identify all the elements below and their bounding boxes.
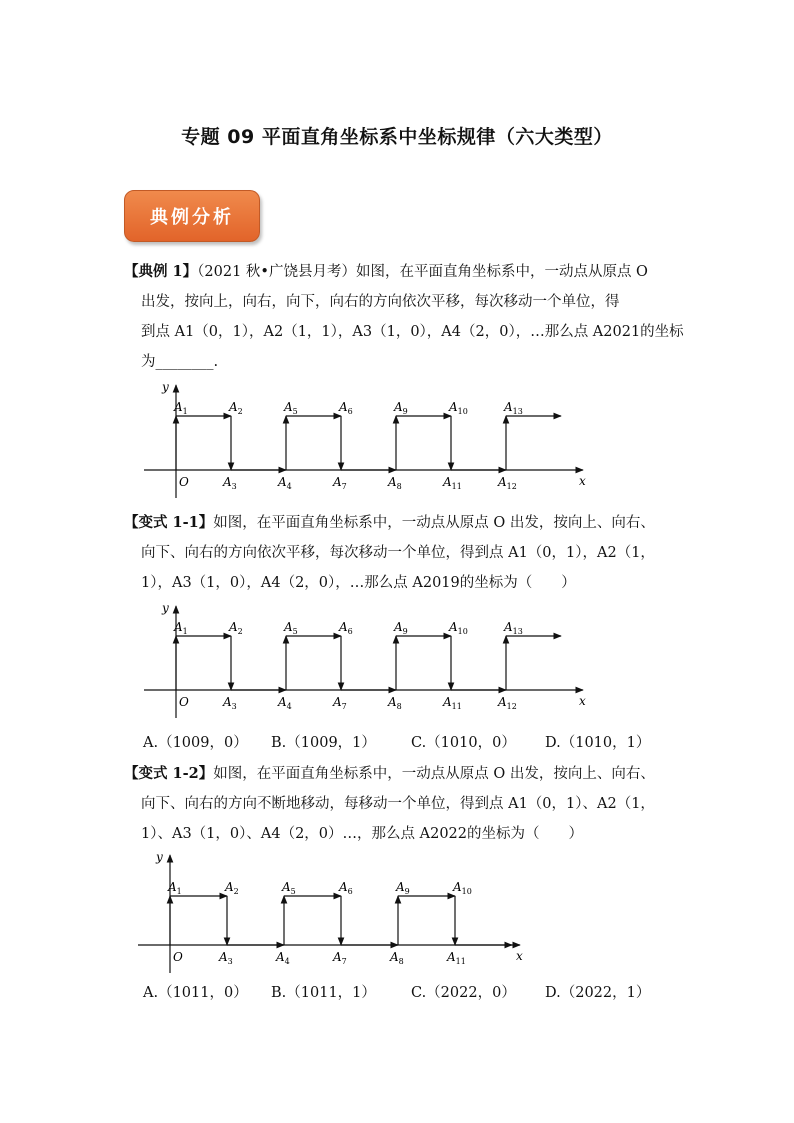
variant1-option-a[interactable]: A.（1009，0） xyxy=(143,735,248,751)
variant2-option-b[interactable]: B.（1011，1） xyxy=(271,985,376,1001)
origin-label: O xyxy=(173,950,183,964)
point-label: $A_{12}$ xyxy=(498,475,517,491)
point-label: $A_4$ xyxy=(278,475,292,491)
point-label: $A_6$ xyxy=(339,620,353,636)
point-label: $A_5$ xyxy=(282,880,296,896)
point-label: $A_5$ xyxy=(284,620,298,636)
variant2-option-d[interactable]: D.（2022，1） xyxy=(545,985,651,1001)
variant2-line1: 如图，在平面直角坐标系中，一动点从原点 O 出发，按向上、向右、 xyxy=(213,766,655,782)
variant1-option-d[interactable]: D.（1010，1） xyxy=(545,735,651,751)
point-label: $A_8$ xyxy=(388,475,402,491)
point-label: $A_3$ xyxy=(219,950,233,966)
x-axis-label: x xyxy=(516,949,523,963)
diagram-1 xyxy=(144,380,586,498)
point-label: $A_6$ xyxy=(339,880,353,896)
point-label: $A_{10}$ xyxy=(449,400,468,416)
point-label: $A_7$ xyxy=(333,950,347,966)
point-label: $A_1$ xyxy=(174,400,188,416)
point-label: $A_7$ xyxy=(333,475,347,491)
point-label: $A_2$ xyxy=(225,880,239,896)
y-axis-label: y xyxy=(162,380,169,394)
point-label: $A_3$ xyxy=(223,475,237,491)
point-label: $A_2$ xyxy=(229,620,243,636)
variant2-line2: 向下、向右的方向不断地移动，每移动一个单位，得到点 A1（0，1）、A2（1， xyxy=(141,796,655,812)
point-label: $A_1$ xyxy=(174,620,188,636)
point-label: $A_6$ xyxy=(339,400,353,416)
variant1-option-b[interactable]: B.（1009，1） xyxy=(271,735,376,751)
variant2-line3: 1）、A3（1，0）、A4（2，0）…，那么点 A2022的坐标为（ ） xyxy=(141,826,584,842)
point-label: $A_{13}$ xyxy=(504,620,523,636)
section-badge: 典例分析 xyxy=(124,190,260,242)
point-label: $A_{12}$ xyxy=(498,695,517,711)
point-label: $A_9$ xyxy=(396,880,410,896)
variant1-line1: 如图，在平面直角坐标系中，一动点从原点 O 出发，按向上、向右、 xyxy=(213,515,655,531)
point-label: $A_1$ xyxy=(168,880,182,896)
y-axis-label: y xyxy=(156,850,163,864)
point-label: $A_4$ xyxy=(278,695,292,711)
point-label: $A_2$ xyxy=(229,400,243,416)
point-label: $A_7$ xyxy=(333,695,347,711)
variant1-line2: 向下、向右的方向依次平移，每次移动一个单位，得到点 A1（0，1），A2（1， xyxy=(141,545,655,561)
origin-label: O xyxy=(179,475,189,489)
point-label: $A_9$ xyxy=(394,400,408,416)
point-label: $A_{13}$ xyxy=(504,400,523,416)
example1-tag: 【典例 1】 xyxy=(124,263,198,280)
example1-line2: 出发，按向上，向右，向下，向右的方向依次平移，每次移动一个单位，得 xyxy=(141,294,620,310)
x-axis-label: x xyxy=(579,474,586,488)
page-title: 专题 09 平面直角坐标系中坐标规律（六大类型） xyxy=(181,126,613,148)
variant1-tag: 【变式 1-1】 xyxy=(124,514,214,531)
point-label: $A_8$ xyxy=(388,695,402,711)
example1-line3: 到点 A1（0，1），A2（1，1），A3（1，0），A4（2，0），…那么点 A2021的坐标 xyxy=(141,324,684,340)
example1-source: （2021 秋•广饶县月考） xyxy=(197,264,356,280)
origin-label: O xyxy=(179,695,189,709)
x-axis-label: x xyxy=(579,694,586,708)
point-label: $A_{11}$ xyxy=(443,695,462,711)
example1-line4: 为________. xyxy=(141,354,219,370)
y-axis-label: y xyxy=(162,601,169,615)
variant2-option-a[interactable]: A.（1011，0） xyxy=(143,985,248,1001)
diagram-3 xyxy=(138,850,523,973)
point-label: $A_9$ xyxy=(394,620,408,636)
variant1-option-c[interactable]: C.（1010，0） xyxy=(411,735,516,751)
point-label: $A_4$ xyxy=(276,950,290,966)
point-label: $A_5$ xyxy=(284,400,298,416)
example1-line1: 如图，在平面直角坐标系中，一动点从原点 O xyxy=(355,264,648,280)
point-label: $A_{11}$ xyxy=(447,950,466,966)
diagram-2 xyxy=(144,601,586,718)
variant2-option-c[interactable]: C.（2022，0） xyxy=(411,985,516,1001)
point-label: $A_{11}$ xyxy=(443,475,462,491)
point-label: $A_3$ xyxy=(223,695,237,711)
point-label: $A_{10}$ xyxy=(449,620,468,636)
variant1-line3: 1），A3（1，0），A4（2，0），…那么点 A2019的坐标为（ ） xyxy=(141,575,576,591)
variant2-tag: 【变式 1-2】 xyxy=(124,765,214,782)
point-label: $A_{10}$ xyxy=(453,880,472,896)
point-label: $A_8$ xyxy=(390,950,404,966)
